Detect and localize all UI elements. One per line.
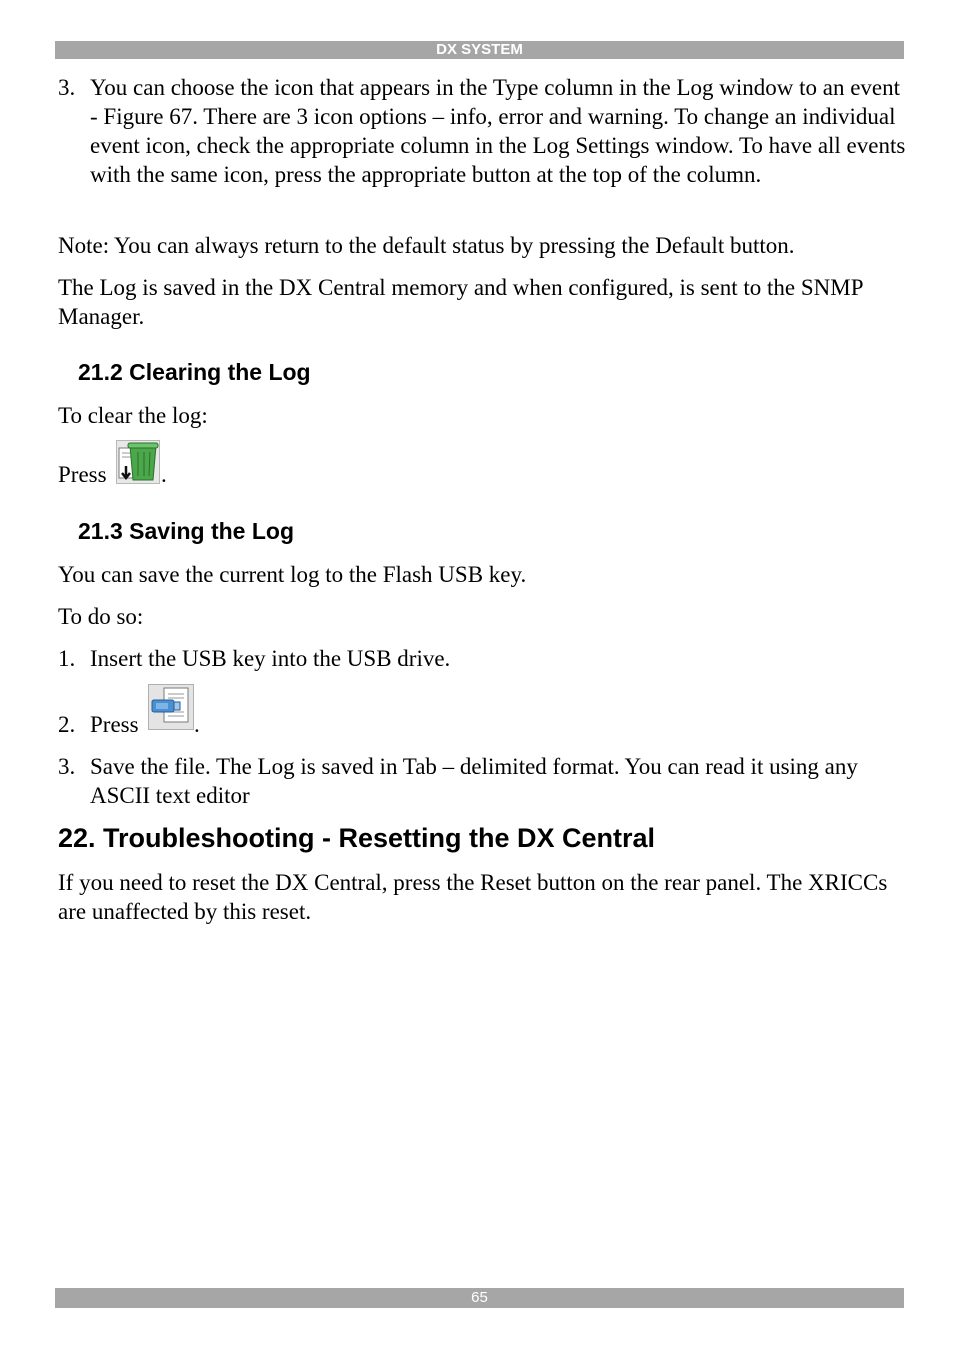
saving-intro: You can save the current log to the Flash USB key. xyxy=(58,562,527,587)
section-heading-saving: 21.3 Saving the Log xyxy=(78,518,294,544)
clearing-intro: To clear the log: xyxy=(58,403,208,428)
section-heading-clearing: 21.2 Clearing the Log xyxy=(78,359,311,385)
press-period: . xyxy=(194,712,200,737)
list-text: Save the file. The Log is saved in Tab – delimited format. You can read it using any ASCII text editor xyxy=(90,754,858,808)
page-header: DX SYSTEM xyxy=(55,41,904,59)
list-number: 3. xyxy=(58,754,76,779)
troubleshooting-paragraph: If you need to reset the DX Central, press the Reset button on the rear panel. The XRICCs are unaffected by this reset. xyxy=(58,870,888,924)
list-text: Insert the USB key into the USB drive. xyxy=(90,646,451,671)
list-number: 3. xyxy=(58,75,76,100)
list-text: You can choose the icon that appears in the Type column in the Log window to an event - Figure 67. There are 3 icon options – info, error and warning. To change an individual event icon, check the appropriate column in the Log Settings window. To have all events with the same icon, press the appropriate button at the top of the column. xyxy=(90,75,906,187)
press-label: Press xyxy=(90,712,139,737)
page-number: 65 xyxy=(55,1288,904,1308)
list-number: 2. xyxy=(58,712,76,737)
saving-todo: To do so: xyxy=(58,604,144,629)
press-period: . xyxy=(161,462,167,487)
section-heading-troubleshooting: 22. Troubleshooting - Resetting the DX Central xyxy=(58,823,656,853)
save-log-icon[interactable] xyxy=(148,684,194,730)
list-item xyxy=(58,684,908,737)
note-paragraph: Note: You can always return to the default status by pressing the Default button. xyxy=(58,233,795,258)
clear-log-icon[interactable] xyxy=(116,440,160,484)
log-saved-paragraph: The Log is saved in the DX Central memory and when configured, is sent to the SNMP Manager. xyxy=(58,275,863,329)
clearing-press-line xyxy=(58,440,908,490)
press-label: Press xyxy=(58,462,107,487)
list-number: 1. xyxy=(58,646,76,671)
